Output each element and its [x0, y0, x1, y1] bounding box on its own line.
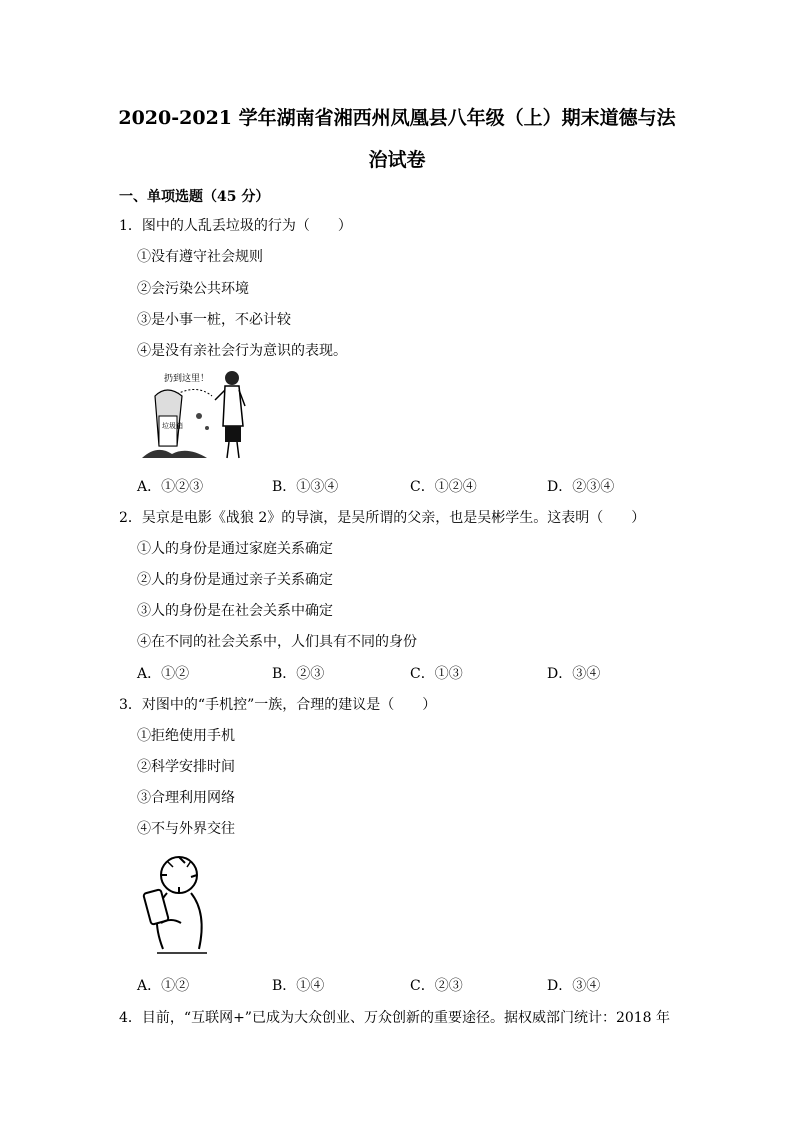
question-1-answer-b[interactable]: B．①③④ [272, 479, 339, 495]
question-3-item-2: ②科学安排时间 [137, 759, 235, 775]
question-3-item-4: ④不与外界交往 [137, 821, 235, 837]
question-3-answer-d[interactable]: D．③④ [547, 978, 601, 994]
question-3-item-3: ③合理利用网络 [137, 790, 235, 806]
question-1-answer-d[interactable]: D．②③④ [547, 479, 615, 495]
question-2-item-3: ③人的身份是在社会关系中确定 [137, 603, 333, 619]
question-1-item-4: ④是没有亲社会行为意识的表现。 [137, 343, 347, 359]
question-2-stem: 2．吴京是电影《战狼 2》的导演，是吴所谓的父亲，也是吴彬学生。这表明（ ） [119, 510, 646, 526]
question-2-answer-b[interactable]: B．②③ [272, 666, 325, 682]
question-2-answer-d[interactable]: D．③④ [547, 666, 601, 682]
question-1-stem: 1．图中的人乱丢垃圾的行为（ ） [119, 218, 352, 234]
question-3-answer-c[interactable]: C．②③ [410, 978, 463, 994]
question-1-item-1: ①没有遵守社会规则 [137, 249, 263, 265]
question-2-item-1: ①人的身份是通过家庭关系确定 [137, 541, 333, 557]
exam-title-line2: 治试卷 [368, 149, 426, 171]
question-1-answer-c[interactable]: C．①②④ [410, 479, 477, 495]
question-4-stem: 4．目前，“互联网+”已成为大众创业、万众创新的重要途径。据权威部门统计：2018 年 [119, 1010, 671, 1026]
question-2-item-2: ②人的身份是通过亲子关系确定 [137, 572, 333, 588]
question-3-answer-b[interactable]: B．①④ [272, 978, 325, 994]
phone-addict-illustration [137, 853, 217, 957]
question-1-item-3: ③是小事一桩，不必计较 [137, 312, 291, 328]
question-2-answer-c[interactable]: C．①③ [410, 666, 463, 682]
question-1-answer-a[interactable]: A．①②③ [137, 479, 204, 495]
section-title: 一、单项选题（45 分） [119, 189, 270, 205]
litter-illustration [137, 366, 257, 466]
question-2-item-4: ④在不同的社会关系中，人们具有不同的身份 [137, 634, 417, 650]
question-3-item-1: ①拒绝使用手机 [137, 728, 235, 744]
question-3-stem: 3．对图中的“手机控”一族，合理的建议是（ ） [119, 697, 437, 713]
question-3-answer-a[interactable]: A．①② [137, 978, 190, 994]
illustration-caption: 扔到这里！ [164, 374, 210, 384]
question-1-item-2: ②会污染公共环境 [137, 281, 249, 297]
bin-label: 垃圾箱 [162, 422, 183, 430]
question-2-answer-a[interactable]: A．①② [137, 666, 190, 682]
exam-title-line1: 2020-2021 学年湖南省湘西州凤凰县八年级（上）期末道德与法 [118, 107, 676, 129]
